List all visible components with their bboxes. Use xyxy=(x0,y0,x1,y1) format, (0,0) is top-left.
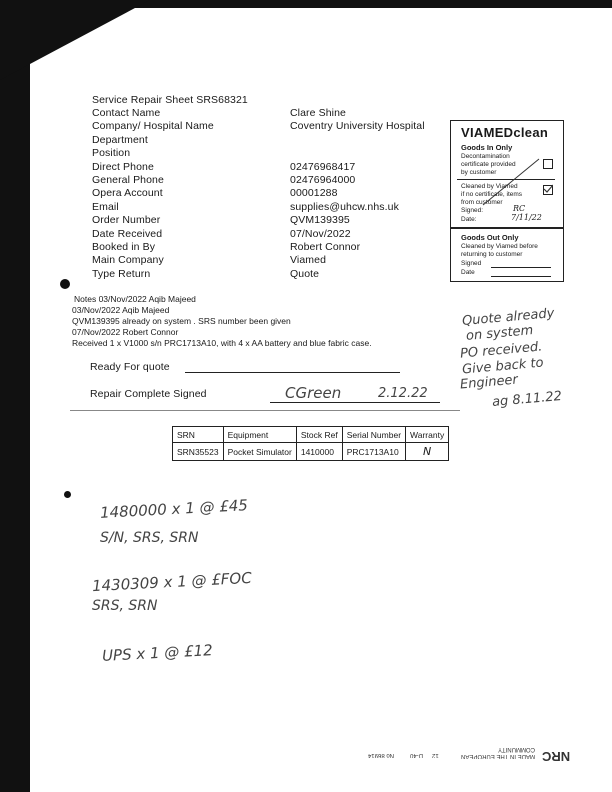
section-divider xyxy=(70,410,460,411)
field-label: Direct Phone xyxy=(92,160,154,173)
field-label: Date Received xyxy=(92,227,163,240)
goods-in-stamp xyxy=(450,120,564,228)
field-value: Coventry University Hospital xyxy=(290,120,425,133)
ready-for-quote-label: Ready For quote xyxy=(90,361,170,373)
footer-code: D-40 xyxy=(410,752,424,758)
handnote-line: Give back to xyxy=(461,355,545,378)
out-signed-label: Signed xyxy=(461,260,482,267)
field-value: QVM139395 xyxy=(290,214,350,227)
handnote-line: ag 8.11.22 xyxy=(491,388,563,411)
goods-out-title: Goods Out Only xyxy=(461,233,519,242)
field-label: General Phone xyxy=(92,174,164,186)
quote-line-detail: S/N, SRS, SRN xyxy=(100,530,199,546)
note-line: Notes 03/Nov/2022 Aqib Majeed xyxy=(74,294,196,304)
repair-complete-date: 2.12.22 xyxy=(378,386,428,401)
field-label: Company/ Hospital Name xyxy=(92,120,214,133)
signature-stroke xyxy=(481,157,541,207)
date-value: 7/11/22 xyxy=(511,213,542,222)
cleaned-checkbox[interactable] xyxy=(543,185,553,195)
scan-border-corner xyxy=(0,0,150,80)
punch-hole xyxy=(60,279,70,289)
field-label: Main Company xyxy=(92,254,164,267)
field-value: 07/Nov/2022 xyxy=(290,227,351,240)
footer-ref: No 86914 xyxy=(368,752,395,758)
date-label: Date: xyxy=(461,216,477,223)
handnote-line: PO received. xyxy=(459,339,543,362)
table-header-cell: Stock Ref xyxy=(296,427,342,443)
scan-border-left xyxy=(0,0,30,792)
cleaned-line: from customer xyxy=(461,199,503,206)
table-row xyxy=(173,443,449,461)
note-line: 07/Nov/2022 Robert Connor xyxy=(72,327,179,337)
handnote-line: Quote already xyxy=(461,305,555,330)
complete-signature-line xyxy=(270,402,440,403)
field-value: 02476964000 xyxy=(290,174,356,186)
table-header-cell: Equipment xyxy=(223,427,296,443)
table-header-cell: Warranty xyxy=(406,427,449,443)
goods-out-stamp xyxy=(450,228,564,282)
out-date-line xyxy=(491,276,551,277)
table-cell: N xyxy=(406,443,449,461)
quote-line: 1480000 x 1 @ £45 xyxy=(99,496,249,522)
handnote-line: Engineer xyxy=(459,372,519,393)
field-value: Clare Shine xyxy=(290,107,346,119)
check-icon xyxy=(543,184,553,194)
goods-in-line: Decontamination xyxy=(461,153,510,160)
field-value: Robert Connor xyxy=(290,241,361,253)
footer-text: MADE IN THE EUROPEAN COMMUNITY xyxy=(461,746,535,759)
field-label: Contact Name xyxy=(92,107,161,119)
handnote-line: on system xyxy=(465,323,534,344)
goods-in-title: Goods In Only xyxy=(461,143,513,152)
punch-hole xyxy=(64,491,71,498)
quote-line-detail: SRS, SRN xyxy=(92,598,158,614)
field-label: Booked in By xyxy=(92,241,156,253)
out-date-label: Date xyxy=(461,269,475,276)
table-header-cell: Serial Number xyxy=(342,427,405,443)
field-label: Type Return xyxy=(92,267,151,280)
table-cell: Pocket Simulator xyxy=(223,443,296,461)
table-cell: 1410000 xyxy=(296,443,342,461)
repair-complete-signature: CGreen xyxy=(285,384,342,402)
cleaned-line: if no certificate, items xyxy=(461,191,523,198)
quote-line: UPS x 1 @ £12 xyxy=(101,641,214,665)
signed-value: RC xyxy=(513,204,526,213)
equipment-table xyxy=(172,426,449,461)
out-signed-line xyxy=(491,267,551,268)
table-header-row xyxy=(173,427,449,443)
goods-out-line: Cleaned by Viamed before xyxy=(461,243,538,250)
field-label: Department xyxy=(92,133,148,146)
field-label: Opera Account xyxy=(92,187,163,200)
table-header-cell: SRN xyxy=(173,427,224,443)
table-cell: PRC1713A10 xyxy=(342,443,405,461)
cleaned-line: Cleaned by Viamed xyxy=(461,183,518,190)
stamp-brand: VIAMEDclean xyxy=(461,125,549,140)
signed-label: Signed: xyxy=(461,207,484,214)
repair-complete-label: Repair Complete Signed xyxy=(90,388,207,400)
sheet-title: Service Repair Sheet SRS68321 xyxy=(92,94,248,106)
quote-line: 1430309 x 1 @ £FOC xyxy=(91,568,253,596)
footer-brand-logo: NRC xyxy=(542,749,571,764)
footer-size: 12 xyxy=(432,752,439,758)
field-value: 00001288 xyxy=(290,187,338,200)
ready-signature-line xyxy=(185,372,400,373)
goods-in-line: by customer xyxy=(461,169,497,176)
goods-in-line: certificate provided xyxy=(461,161,516,168)
field-value: 02476968417 xyxy=(290,160,356,173)
field-label: Order Number xyxy=(92,214,161,227)
field-value: supplies@uhcw.nhs.uk xyxy=(290,200,399,213)
table-cell: SRN35523 xyxy=(173,443,224,461)
note-line: 03/Nov/2022 Aqib Majeed xyxy=(72,305,170,315)
field-label: Email xyxy=(92,200,119,213)
field-label: Position xyxy=(92,147,131,160)
field-value: Viamed xyxy=(290,254,327,267)
certificate-checkbox[interactable] xyxy=(543,159,553,169)
goods-out-line: returning to customer xyxy=(461,251,523,258)
note-line: Received 1 x V1000 s/n PRC1713A10, with 4 x AA battery and blue fabric case. xyxy=(72,338,372,348)
table-body xyxy=(173,443,449,461)
field-value: Quote xyxy=(290,267,320,280)
note-line: QVM139395 already on system . SRS number been given xyxy=(72,316,291,326)
